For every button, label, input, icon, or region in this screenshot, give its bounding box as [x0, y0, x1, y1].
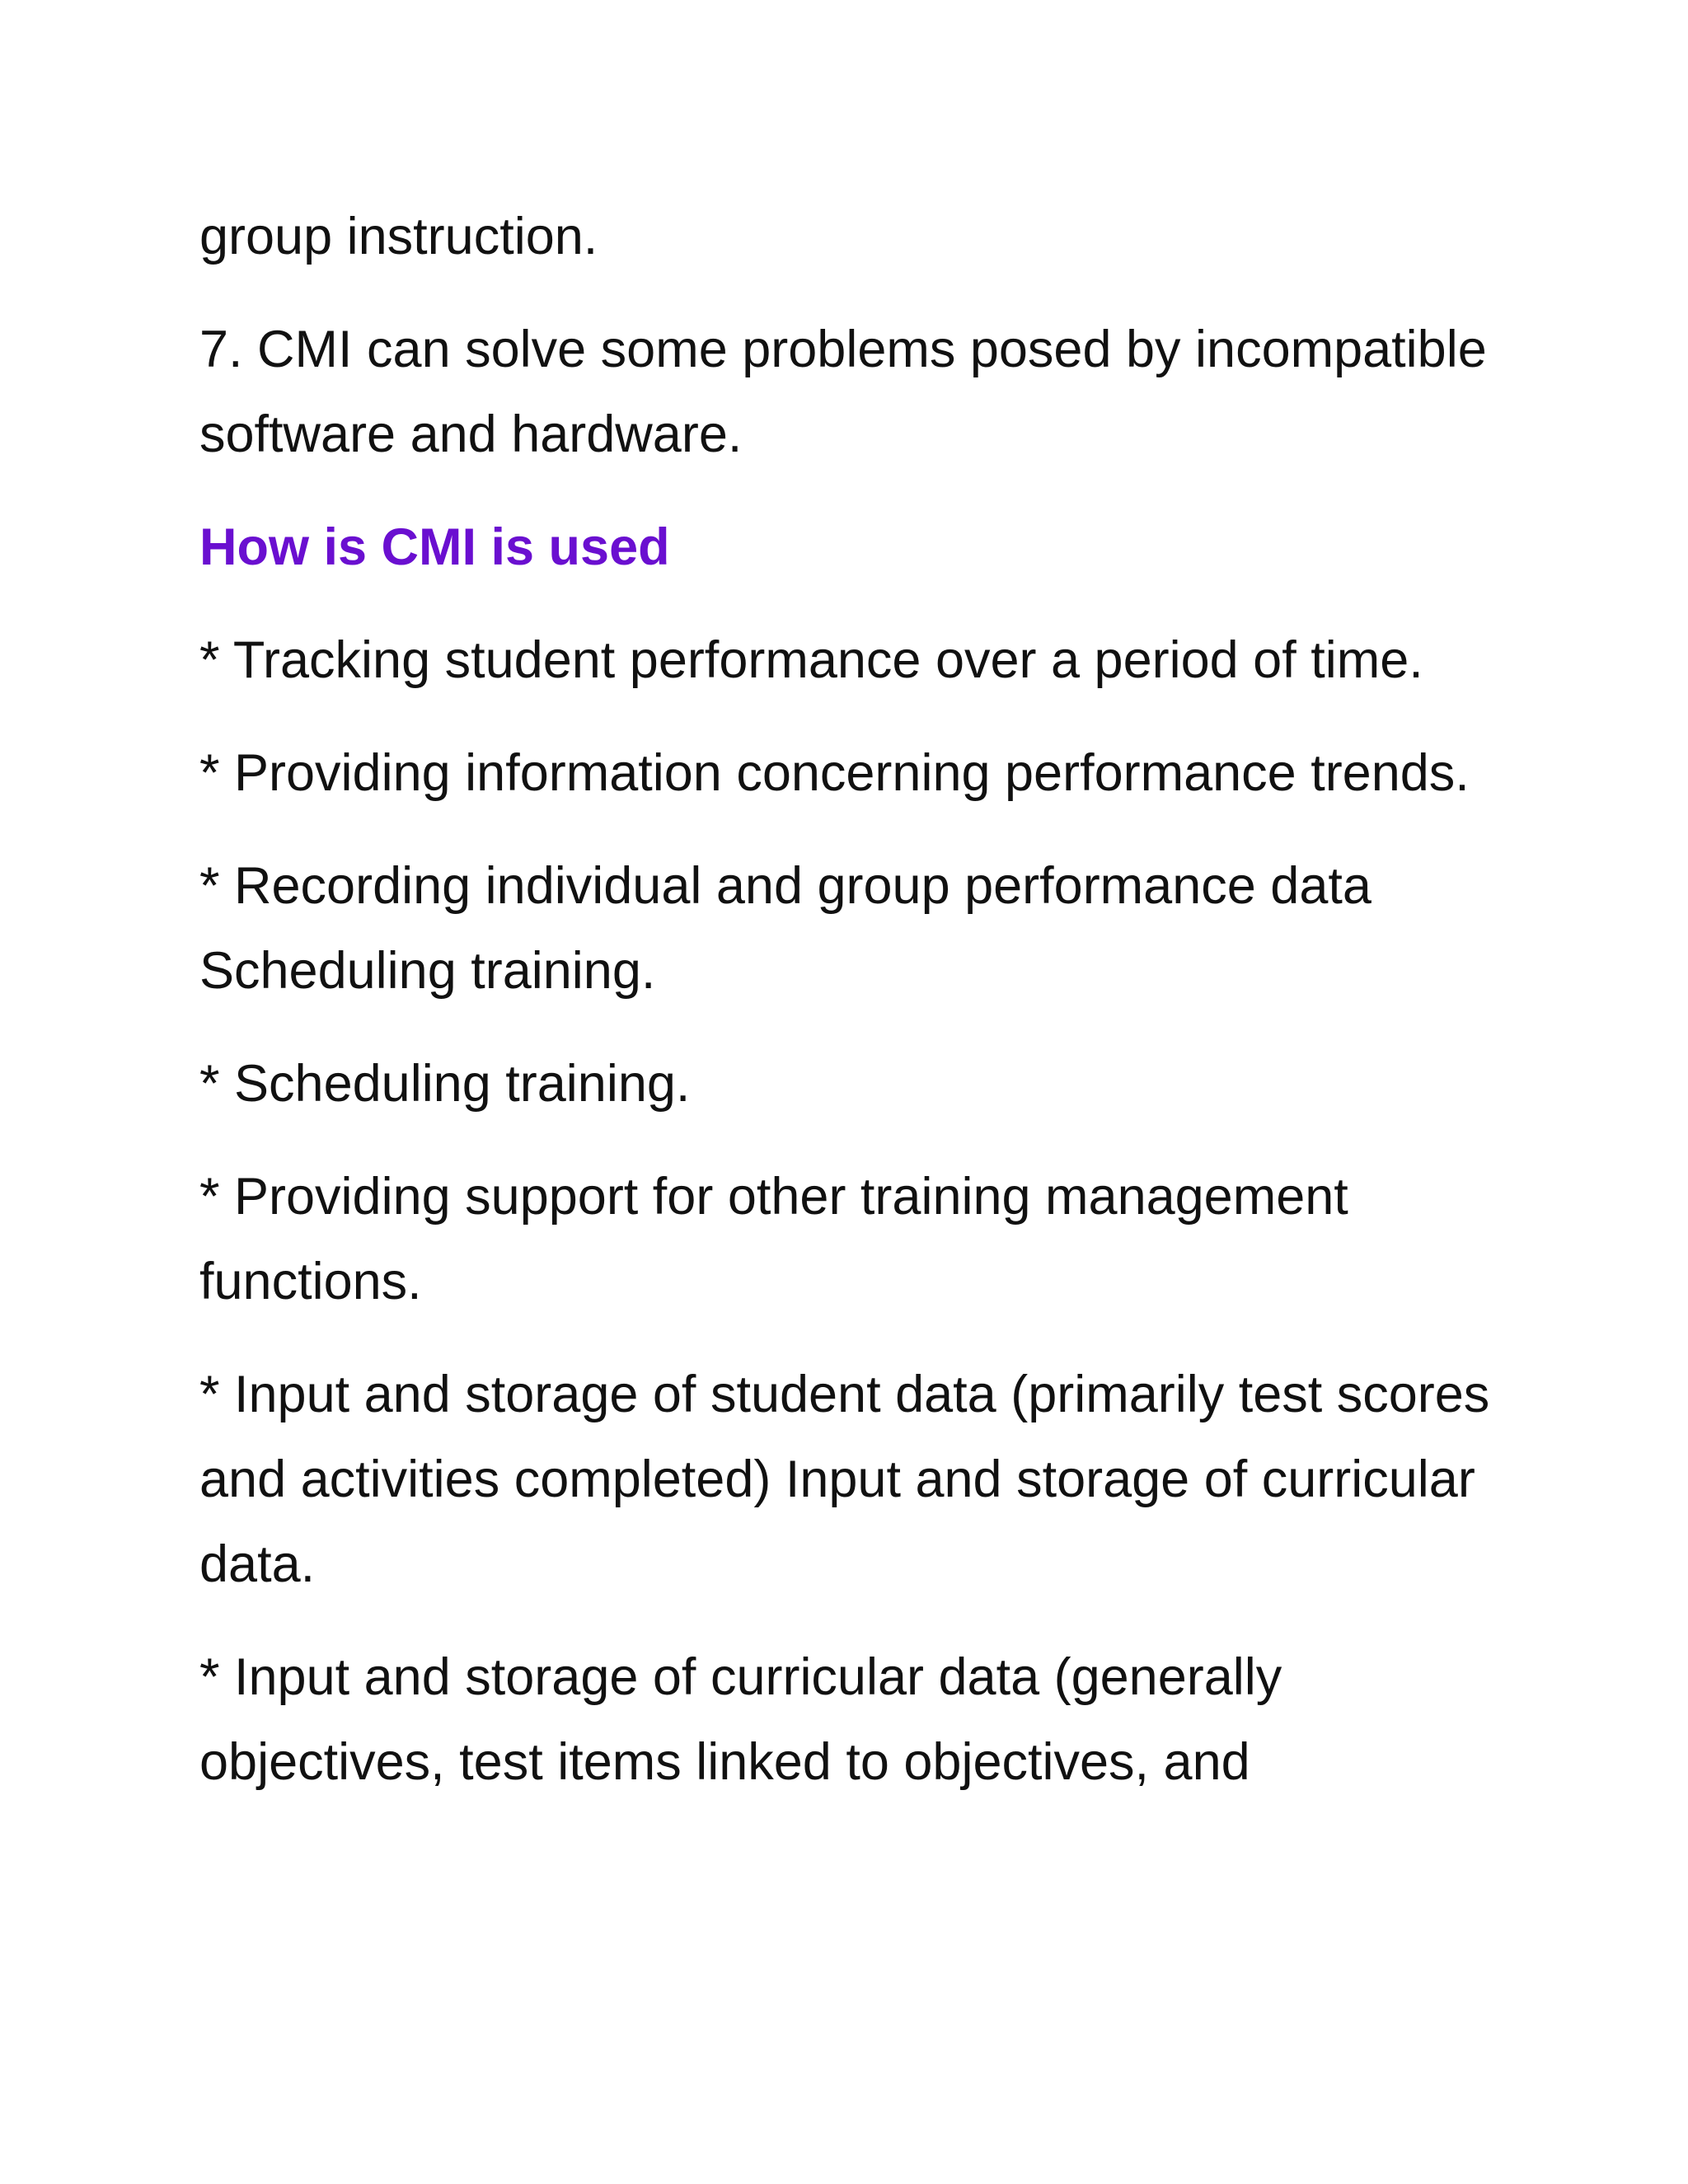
paragraph-item-7: 7. CMI can solve some problems posed by incompatible software and hardware. — [199, 321, 1487, 463]
bullet-scheduling: * Scheduling training. — [199, 1055, 691, 1113]
bullet-student-data: * Input and storage of student data (primarily test scores and activities completed) Input and storage of curricular data. — [199, 1366, 1490, 1593]
bullet-tracking: * Tracking student performance over a period of time. — [199, 631, 1423, 689]
section-heading: How is CMI is used — [199, 518, 670, 576]
bullet-trends: * Providing information concerning performance trends. — [199, 744, 1470, 802]
bullet-recording: * Recording individual and group performance data Scheduling training. — [199, 857, 1372, 1000]
bullet-curricular-data: * Input and storage of curricular data (generally objectives, test items linked to objectives, and — [199, 1648, 1282, 1791]
bullet-support: * Providing support for other training management functions. — [199, 1168, 1348, 1310]
paragraph-group-instruction: group instruction. — [199, 208, 598, 265]
document-body — [199, 194, 1510, 1833]
